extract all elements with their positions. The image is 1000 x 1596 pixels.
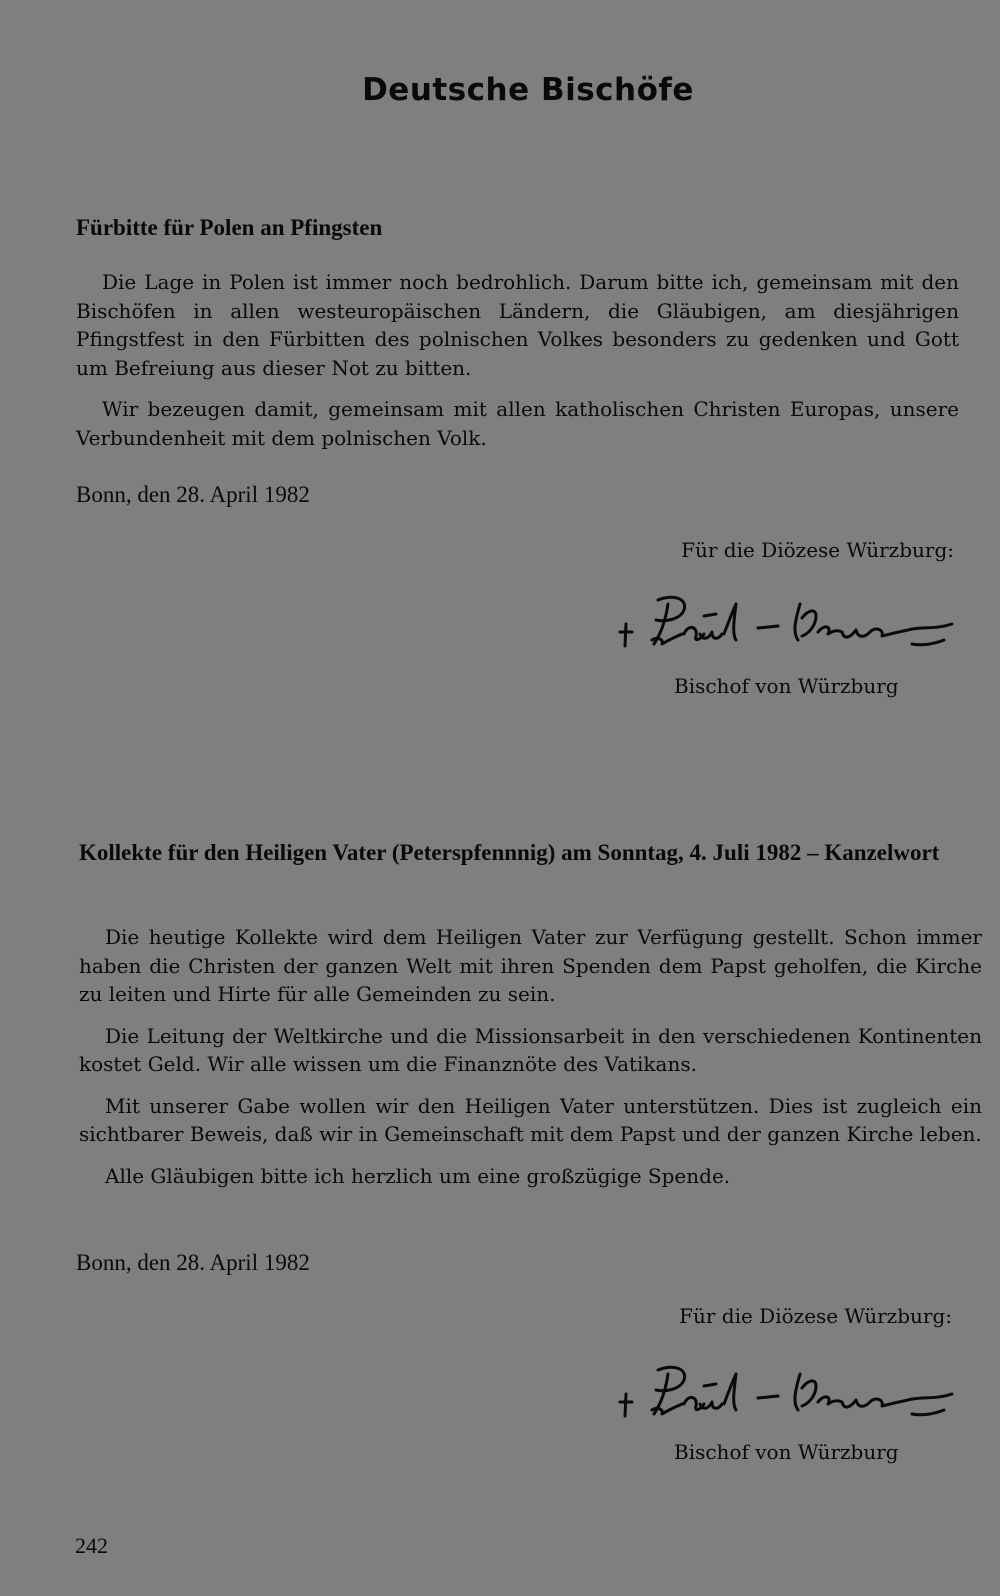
- signer-title: Bischof von Würzburg: [674, 1440, 899, 1464]
- signature-image: [612, 1360, 972, 1430]
- paragraph: Die heutige Kollekte wird dem Heiligen Vater zur Verfügung gestellt. Schon immer haben die Christen der ganzen Welt mit ihren Spenden dem Papst geholfen, die Kirche zu leiten und Hirte für alle Gemeinden zu sein.: [79, 925, 982, 1006]
- paragraph: Alle Gläubigen bitte ich herzlich um eine großzügige Spende.: [105, 1163, 731, 1188]
- section-heading-fuerbitte: Fürbitte für Polen an Pfingsten: [76, 215, 383, 240]
- signature-image: [612, 590, 972, 660]
- section-body-fuerbitte: [76, 268, 959, 465]
- paragraph: Die Lage in Polen ist immer noch bedrohlich. Darum bitte ich, gemeinsam mit den Bischöfen in allen westeuropäischen Ländern, die Gläubigen, am diesjährigen Pfingstfest in den Fürbitten des polnischen Volkes besonders zu gedenken und Gott um Befreiung aus dieser Not zu bitten.: [76, 270, 959, 380]
- section-body-kollekte: [79, 923, 982, 1203]
- diocese-line: Für die Diözese Würzburg:: [681, 538, 954, 562]
- signer-title: Bischof von Würzburg: [674, 674, 899, 698]
- paragraph: Die Leitung der Weltkirche und die Missionsarbeit in den verschiedenen Kontinenten kostet Geld. Wir alle wissen um die Finanznöte des Vatikans.: [79, 1023, 982, 1076]
- place-date: Bonn, den 28. April 1982: [76, 1250, 310, 1275]
- page-title: Deutsche Bischöfe: [362, 72, 694, 108]
- section-heading-kollekte: Kollekte für den Heiligen Vater (Peterspfennnig) am Sonntag, 4. Juli 1982 – Kanzelwort: [79, 840, 940, 865]
- diocese-line: Für die Diözese Würzburg:: [679, 1304, 952, 1328]
- page-number: 242: [75, 1533, 108, 1558]
- place-date: Bonn, den 28. April 1982: [76, 482, 310, 507]
- paragraph: Wir bezeugen damit, gemeinsam mit allen katholischen Christen Europas, unsere Verbundenheit mit dem polnischen Volk.: [76, 397, 959, 450]
- paragraph: Mit unserer Gabe wollen wir den Heiligen Vater unterstützen. Dies ist zugleich ein sichtbarer Beweis, daß wir in Gemeinschaft mit dem Papst und der ganzen Kirche leben.: [79, 1093, 982, 1146]
